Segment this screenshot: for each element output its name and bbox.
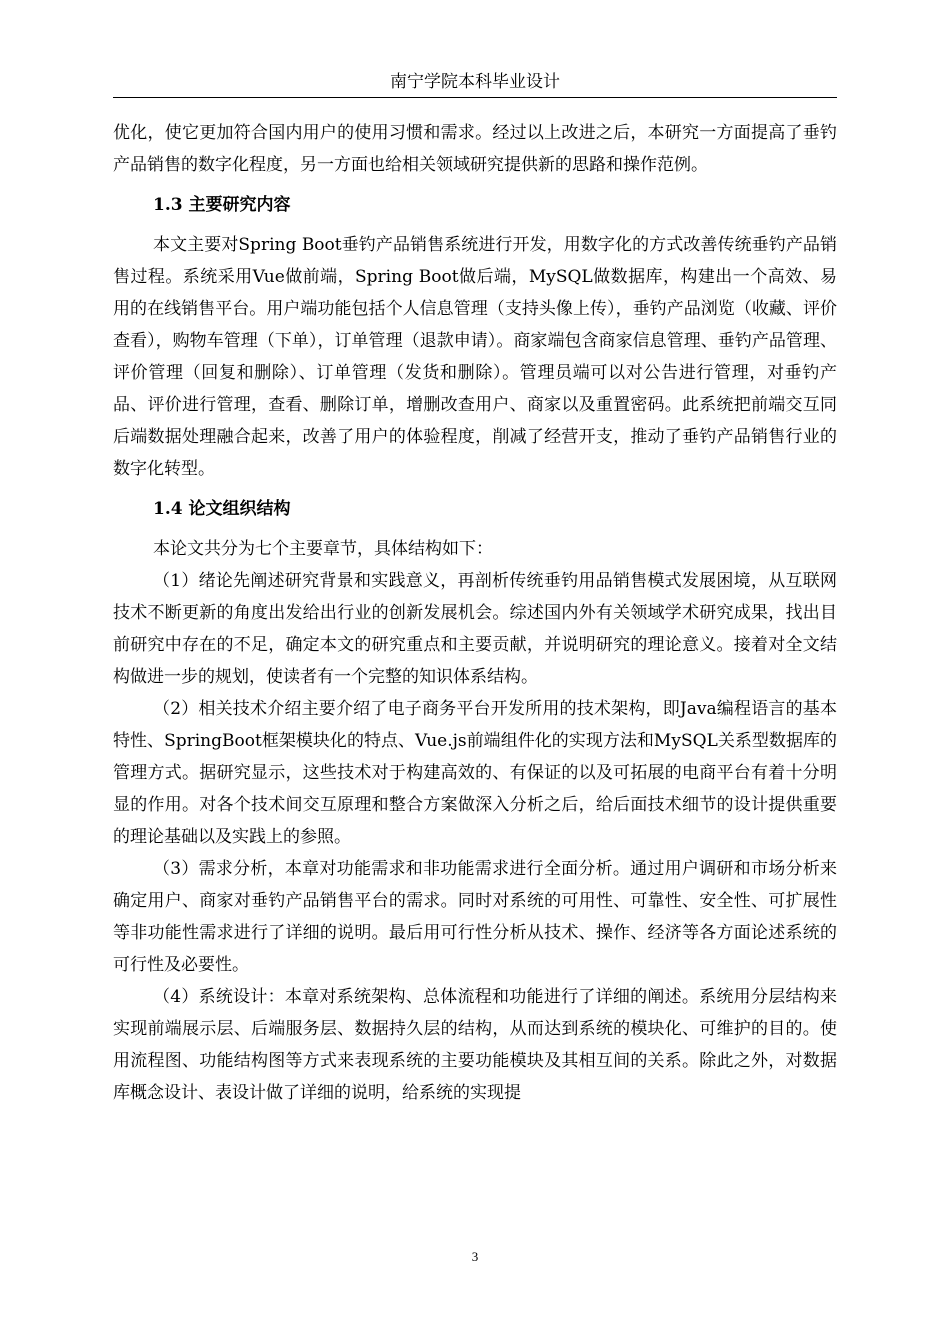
section-heading-1-3: 1.3 主要研究内容 xyxy=(153,195,291,215)
header-rule xyxy=(113,97,837,98)
paragraph-continued: 优化，使它更加符合国内用户的使用习惯和需求。经过以上改进之后，本研究一方面提高了垂钓产品销售的数字化程度，另一方面也给相关领域研究提供新的思路和操作范例。 xyxy=(113,123,837,175)
section-heading-1-4: 1.4 论文组织结构 xyxy=(153,499,291,519)
paragraph-item-4: （4）系统设计：本章对系统架构、总体流程和功能进行了详细的阐述。系统用分层结构来实现前端展示层、后端服务层、数据持久层的结构，从而达到系统的模块化、可维护的目的。使用流程图、功能结构图等方式来表现系统的主要功能模块及其相互间的关系。除此之外，对数据库概念设计、表设计做了详细的说明，给系统的实现提 xyxy=(113,987,837,1103)
paragraph-structure-intro: 本论文共分为七个主要章节，具体结构如下： xyxy=(153,539,493,559)
paragraph-item-3: （3）需求分析，本章对功能需求和非功能需求进行全面分析。通过用户调研和市场分析来确定用户、商家对垂钓产品销售平台的需求。同时对系统的可用性、可靠性、安全性、可扩展性等非功能性需求进行了详细的说明。最后用可行性分析从技术、操作、经济等各方面论述系统的可行性及必要性。 xyxy=(113,859,837,975)
paragraph-item-2: （2）相关技术介绍主要介绍了电子商务平台开发所用的技术架构，即Java编程语言的基本特性、SpringBoot框架模块化的特点、Vue.js前端组件化的实现方法和MySQL关系型数据库的管理方式。据研究显示，这些技术对于构建高效的、有保证的以及可拓展的电商平台有着十分明显的作用。对各个技术间交互原理和整合方案做深入分析之后，给后面技术细节的设计提供重要的理论基础以及实践上的参照。 xyxy=(113,699,837,847)
paragraph-research-content: 本文主要对Spring Boot垂钓产品销售系统进行开发，用数字化的方式改善传统垂钓产品销售过程。系统采用Vue做前端，Spring Boot做后端，MySQL做数据库，构建出一个高效、易用的在线销售平台。用户端功能包括个人信息管理（支持头像上传），垂钓产品浏览（收藏、评价查看），购物车管理（下单），订单管理（退款申请）。商家端包含商家信息管理、垂钓产品管理、评价管理（回复和删除）、订单管理（发货和删除）。管理员端可以对公告进行管理，对垂钓产品、评价进行管理，查看、删除订单，增删改查用户、商家以及重置密码。此系统把前端交互同后端数据处理融合起来，改善了用户的体验程度，削减了经营开支，推动了垂钓产品销售行业的数字化转型。 xyxy=(113,235,837,479)
document-body xyxy=(113,117,837,1109)
paragraph-item-1: （1）绪论先阐述研究背景和实践意义，再剖析传统垂钓用品销售模式发展困境，从互联网技术不断更新的角度出发给出行业的创新发展机会。综述国内外有关领域学术研究成果，找出目前研究中存在的不足，确定本文的研究重点和主要贡献，并说明研究的理论意义。接着对全文结构做进一步的规划，使读者有一个完整的知识体系结构。 xyxy=(113,571,837,687)
page-number: 3 xyxy=(471,1249,479,1264)
running-header: 南宁学院本科毕业设计 xyxy=(390,72,560,92)
